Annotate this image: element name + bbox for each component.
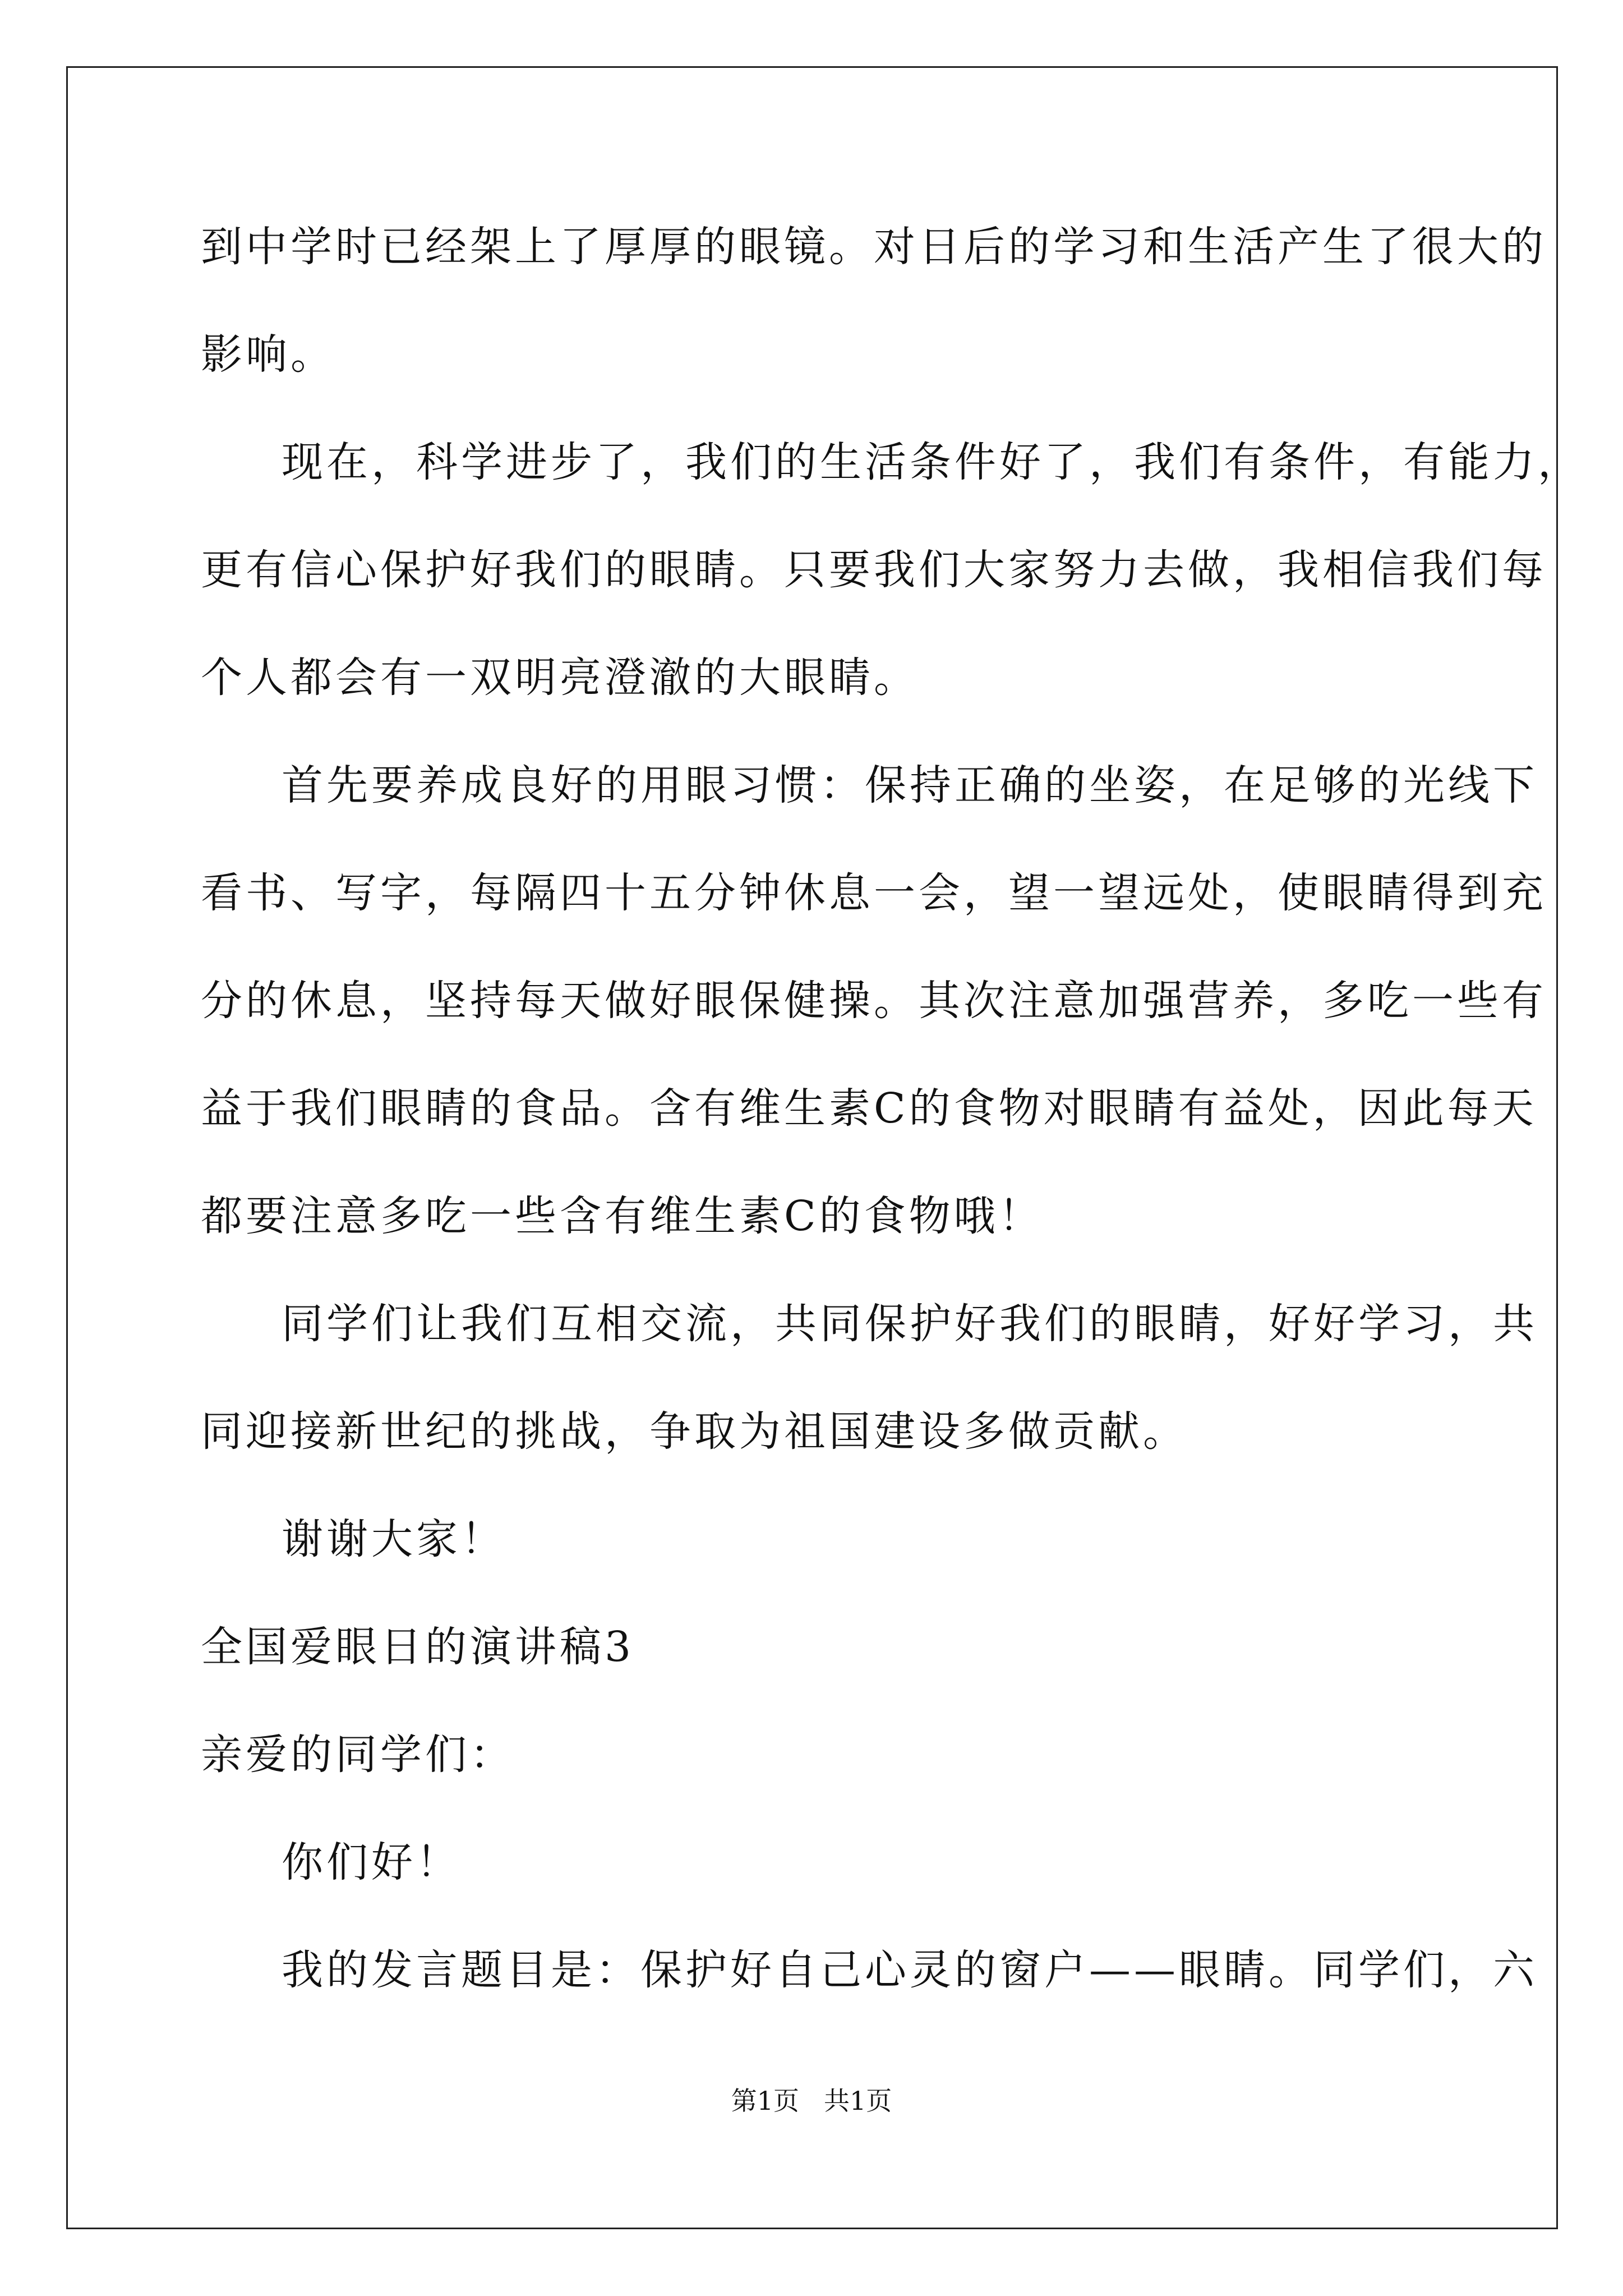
paragraph-1-line-1: 到中学时已经架上了厚厚的眼镜。对日后的学习和生活产生了很大的 <box>201 223 1547 271</box>
paragraph-3-line-5: 都要注意多吃一些含有维生素C的食物哦！ <box>201 1192 1044 1240</box>
paragraph-3-line-3: 分的休息，坚持每天做好眼保健操。其次注意加强营养，多吃一些有 <box>201 977 1547 1025</box>
paragraph-2-line-1: 现在，科学进步了，我们的生活条件好了，我们有条件，有能力， <box>282 438 1583 486</box>
page-number-label: 第1页 <box>731 2086 800 2116</box>
paragraph-3-line-1: 首先要养成良好的用眼习惯：保持正确的坐姿，在足够的光线下 <box>282 761 1538 809</box>
paragraph-4-line-1: 同学们让我们互相交流，共同保护好我们的眼睛，好好学习，共 <box>282 1300 1538 1348</box>
closing-paragraph-start: 我的发言题目是：保护好自己心灵的窗户——眼睛。同学们，六 <box>282 1946 1538 1994</box>
greeting: 你们好！ <box>282 1838 461 1887</box>
page-total-label: 共1页 <box>823 2086 892 2116</box>
thanks-line: 谢谢大家！ <box>282 1515 506 1563</box>
paragraph-2-line-2: 更有信心保护好我们的眼睛。只要我们大家努力去做，我相信我们每 <box>201 546 1547 594</box>
paragraph-3-line-4: 益于我们眼睛的食品。含有维生素C的食物对眼睛有益处，因此每天 <box>201 1084 1537 1133</box>
paragraph-3-line-2: 看书、写字，每隔四十五分钟休息一会，望一望远处，使眼睛得到充 <box>201 869 1547 917</box>
page-footer <box>0 2084 1623 2118</box>
section-title: 全国爱眼日的演讲稿3 <box>201 1623 635 1671</box>
page-border <box>66 66 1558 2229</box>
paragraph-2-line-3: 个人都会有一双明亮澄澈的大眼睛。 <box>201 654 919 702</box>
paragraph-1-line-2: 影响。 <box>201 330 335 379</box>
paragraph-4-line-2: 同迎接新世纪的挑战，争取为祖国建设多做贡献。 <box>201 1407 1188 1456</box>
salutation: 亲爱的同学们： <box>201 1731 515 1779</box>
